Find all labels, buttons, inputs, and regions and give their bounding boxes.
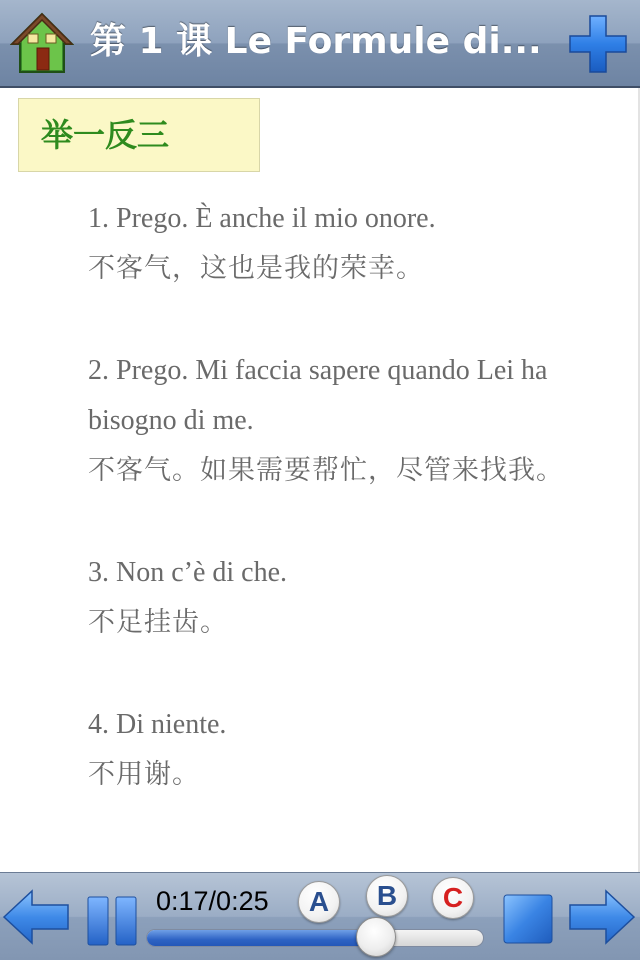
chinese-text: 不用谢。 <box>88 759 200 790</box>
a-button[interactable]: A <box>298 881 340 923</box>
phrase-item <box>88 194 620 294</box>
pause-icon <box>86 895 140 947</box>
lesson-title: 第 1 课 Le Formule di... <box>90 21 542 62</box>
slider-thumb[interactable] <box>356 917 396 957</box>
chinese-text: 不客气。如果需要帮忙，尽管来找我。 <box>88 455 564 486</box>
previous-button[interactable] <box>2 887 72 947</box>
audio-player-toolbar <box>0 872 640 960</box>
arrow-right-icon <box>566 887 636 947</box>
slider-track <box>146 929 484 947</box>
add-button[interactable] <box>566 12 630 76</box>
content-area[interactable] <box>0 88 640 872</box>
phrase-list <box>88 194 620 852</box>
home-icon <box>10 10 74 76</box>
phrase-item <box>88 700 620 800</box>
phrase-item <box>88 346 620 496</box>
b-button[interactable]: B <box>366 875 408 917</box>
slider-progress <box>147 930 375 946</box>
next-button[interactable] <box>566 887 636 947</box>
stop-icon <box>502 893 554 945</box>
section-tag: 举一反三 <box>18 98 260 172</box>
italian-text: 2. Prego. Mi faccia sapere quando Lei ha bisogno di me. <box>88 355 548 436</box>
plus-icon <box>566 12 630 76</box>
italian-text: 1. Prego. È anche il mio onore. <box>88 203 436 234</box>
top-navigation-bar <box>0 0 640 88</box>
pause-button[interactable] <box>86 895 140 947</box>
home-button[interactable] <box>10 10 74 76</box>
c-button[interactable]: C <box>432 877 474 919</box>
arrow-left-icon <box>2 887 72 947</box>
playback-time: 0:17/0:25 <box>156 886 269 916</box>
phrase-item <box>88 548 620 648</box>
chinese-text: 不足挂齿。 <box>88 607 228 638</box>
chinese-text: 不客气，这也是我的荣幸。 <box>88 253 424 284</box>
italian-text: 3. Non c’è di che. <box>88 557 288 588</box>
stop-button[interactable] <box>502 893 554 945</box>
italian-text: 4. Di niente. <box>88 709 227 740</box>
playback-slider[interactable] <box>146 929 484 947</box>
